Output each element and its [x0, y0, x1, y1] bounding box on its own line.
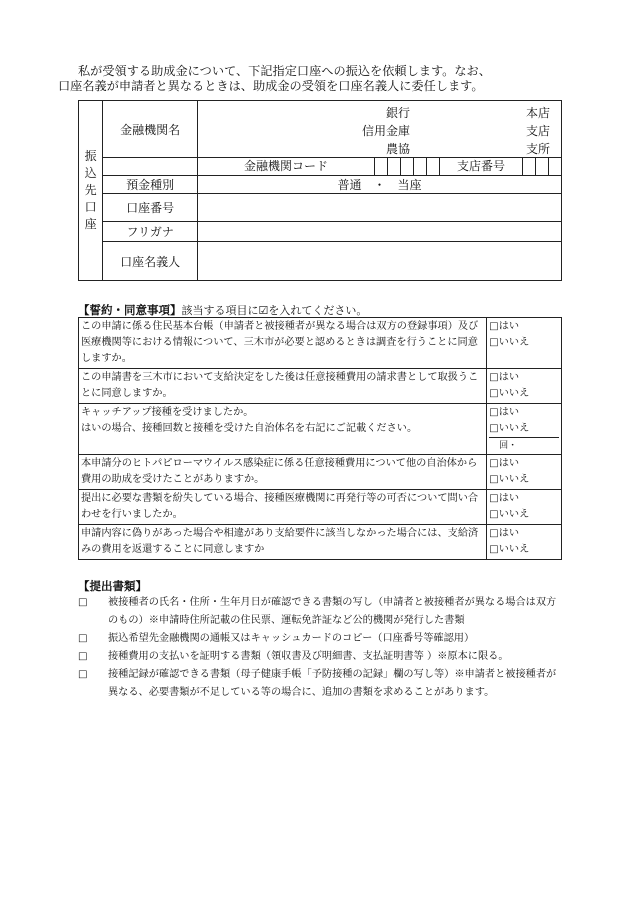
code-digit-4[interactable] [414, 158, 427, 175]
pledge-instruction: 該当する項目に☑を入れてください。 [181, 304, 368, 317]
no-checkbox-6[interactable]: □いいえ [489, 544, 530, 555]
code-row-spacer [103, 158, 198, 176]
branch-type-office: 支所 [526, 141, 551, 156]
bank-account-table [78, 100, 562, 281]
account-type-value[interactable]: 普通 ・ 当座 [198, 176, 562, 194]
code-gap [427, 158, 440, 175]
account-holder-field[interactable] [198, 242, 562, 281]
code-digit-2[interactable] [388, 158, 401, 175]
pledge-question-5: 提出に必要な書類を紛失している場合、接種医療機関に再発行等の可否について問い合わせを行いましたか。 [79, 490, 487, 525]
pledge-question-1: この申請に係る住民基本台帳（申請者と被接種者が異なる場合は双方の登録事項）及び医療機関等における情報について、三木市が必要と認めるときは調査を行うことに同意しますか。 [79, 318, 487, 369]
account-number-label: 口座番号 [103, 194, 198, 222]
document-text-4: 接種記録が確認できる書類（母子健康手帳「予防接種の記録」欄の写し等）※申請者と被接種者が異なる、必要書類が不足している等の場合に、追加の書類を求めることがあります。 [108, 669, 557, 698]
no-checkbox-2[interactable]: □いいえ [489, 388, 530, 399]
transfer-account-side-label [79, 101, 103, 281]
pledge-row-2 [79, 369, 562, 404]
branch-type-branch: 支店 [526, 123, 551, 138]
pledge-title: 【誓約・同意事項】 [78, 303, 182, 317]
no-checkbox-5[interactable]: □いいえ [489, 509, 530, 520]
branch-digit-1[interactable] [523, 158, 536, 175]
pledge-question-2: この申請書を三木市において支給決定をした後は任意接種費用の請求書として取扱うことに同意しますか。 [79, 369, 487, 404]
pledge-question-3a: キャッチアップ接種を受けましたか。 [81, 407, 254, 418]
code-row [198, 158, 562, 176]
institution-code-label: 金融機関コード [198, 158, 375, 175]
document-checkbox-2[interactable]: □ [78, 633, 88, 644]
vaccination-count-field[interactable]: 回・ [489, 437, 559, 454]
intro-line-1: 私が受領する助成金について、下記指定口座への振込を依頼します。なお、 [78, 64, 491, 78]
yes-checkbox-4[interactable]: □はい [489, 458, 520, 469]
furigana-label: フリガナ [103, 222, 198, 242]
branch-digit-2[interactable] [536, 158, 549, 175]
intro-paragraph [58, 64, 578, 94]
side-label-text: 振 込 先 口 座 [84, 149, 97, 231]
intro-line-2: 口座名義が申請者と異なるときは、助成金の受領を口座名義人に委任します。 [58, 79, 484, 93]
pledge-row-6 [79, 525, 562, 560]
account-type-label: 預金種別 [103, 176, 198, 194]
type-shinkin: 信用金庫 [362, 123, 411, 138]
pledge-question-4: 本申請分のヒトパピローマウイルス感染症に係る任意接種費用について他の自治体から費用の助成を受けたことがありますか。 [79, 455, 487, 490]
account-holder-label: 口座名義人 [103, 242, 198, 281]
documents-section-title: 【提出書類】 [78, 579, 147, 593]
furigana-field[interactable] [198, 222, 562, 242]
document-text-3: 接種費用の支払いを証明する書類（領収書及び明細書、支払証明書等 ）※原本に限る。 [108, 651, 509, 662]
pledge-table [78, 317, 562, 560]
code-digit-3[interactable] [401, 158, 414, 175]
document-checkbox-3[interactable]: □ [78, 651, 88, 662]
no-checkbox-4[interactable]: □いいえ [489, 474, 530, 485]
account-number-field[interactable] [198, 194, 562, 222]
document-item-4 [78, 666, 564, 702]
no-checkbox-3[interactable]: □いいえ [489, 423, 530, 434]
pledge-row-3 [79, 404, 562, 455]
pledge-question-3 [79, 404, 487, 455]
document-checkbox-4[interactable]: □ [78, 669, 88, 680]
institution-label: 金融機関名 [103, 101, 198, 158]
type-bank: 銀行 [386, 105, 411, 120]
branch-number-label: 支店番号 [440, 158, 523, 175]
pledge-question-3b: はいの場合、接種回数と接種を受けた自治体名を右記にご記載ください。 [81, 423, 418, 434]
code-digit-1[interactable] [375, 158, 388, 175]
document-text-1: 被接種者の氏名・住所・生年月日が確認できる書類の写し（申請者と被接種者が異なる場合は双方のもの）※申請時住所記載の住民票、運転免許証など公的機関が発行した書類 [108, 597, 557, 626]
pledge-row-1 [79, 318, 562, 369]
yes-checkbox-2[interactable]: □はい [489, 372, 520, 383]
branch-digit-3[interactable] [549, 158, 561, 175]
institution-name-field[interactable] [198, 101, 562, 158]
document-item-2 [78, 630, 564, 648]
pledge-row-4 [79, 455, 562, 490]
document-checkbox-1[interactable]: □ [78, 597, 88, 608]
document-item-3 [78, 648, 564, 666]
document-text-2: 振込希望先金融機関の通帳又はキャッシュカードのコピー（口座番号等確認用） [108, 633, 475, 644]
document-item-1 [78, 594, 564, 630]
pledge-question-6: 申請内容に偽りがあった場合や相違があり支給要件に該当しなかった場合には、支給済みの費用を返還することに同意しますか [79, 525, 487, 560]
branch-type-head: 本店 [526, 105, 551, 120]
yes-checkbox-1[interactable]: □はい [489, 321, 520, 332]
pledge-section-title [78, 302, 367, 318]
yes-checkbox-3[interactable]: □はい [489, 407, 520, 418]
type-nokyo: 農協 [386, 141, 411, 156]
documents-list [78, 594, 564, 702]
yes-checkbox-6[interactable]: □はい [489, 528, 520, 539]
pledge-row-5 [79, 490, 562, 525]
no-checkbox-1[interactable]: □いいえ [489, 337, 530, 348]
yes-checkbox-5[interactable]: □はい [489, 493, 520, 504]
